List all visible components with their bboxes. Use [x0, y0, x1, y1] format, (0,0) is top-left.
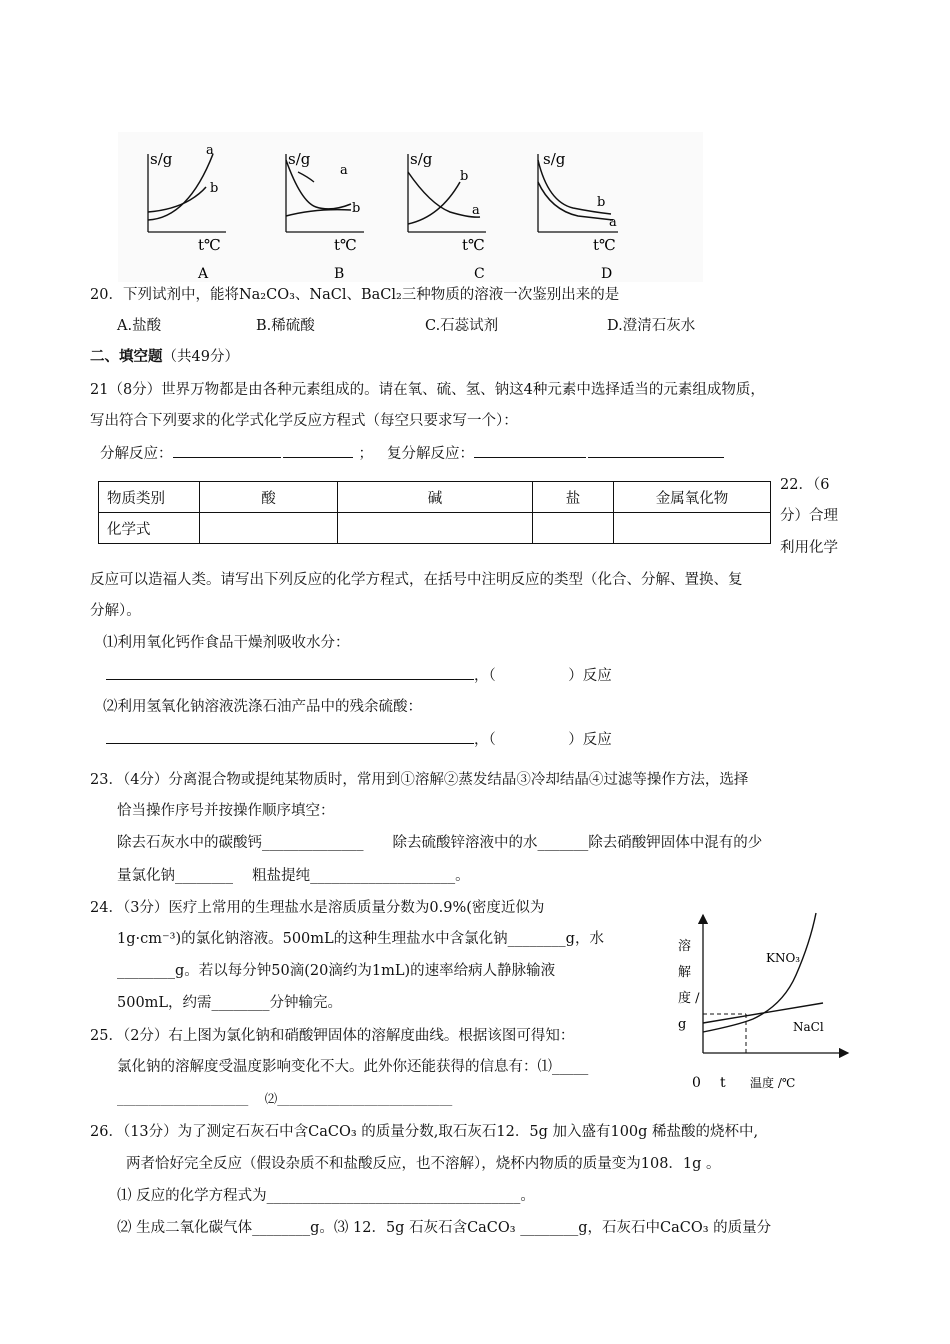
q20-option-d: D.澄清石灰水 [607, 318, 696, 334]
table-row-label: 化学式 [99, 513, 200, 544]
q24-line4: 500mL，约需________分钟输完。 [117, 995, 343, 1011]
axis-label: s/g [150, 150, 173, 168]
section-title: 二、填空题 [90, 348, 163, 365]
q23-line1: 23．（4分）分离混合物或提纯某物质时，常用到①溶解②蒸发结晶③冷却结晶④过滤等操作方法，选择 [90, 772, 749, 788]
curve-label: a [472, 203, 480, 218]
equation-blank[interactable] [106, 729, 474, 744]
q26-item2: ⑵ 生成二氧化碳气体________g。⑶ 12．5g 石灰石含CaCO₃ ________g，石灰石中CaCO₃ 的质量分 [117, 1220, 772, 1236]
table-answer-cell[interactable] [614, 513, 771, 544]
q21-answer-line [100, 443, 724, 464]
double-decomposition-blank-1[interactable] [474, 443, 586, 458]
q23-line3: 除去石灰水中的碳酸钙______________ 除去硫酸锌溶液中的水_______除去硝酸钾固体中混有的少 [117, 835, 763, 851]
double-decomposition-blank-2[interactable] [588, 443, 724, 458]
section-note: （共49分） [162, 349, 239, 365]
reaction-type-tail: ，（ ）反应 [474, 668, 612, 684]
table-header-cell: 碱 [338, 482, 533, 513]
panel-label: D [601, 266, 613, 282]
q25-line1: 25．（2分）右上图为氯化钠和硝酸钾固体的溶解度曲线。根据该图可得知： [90, 1028, 575, 1044]
curve-label: b [352, 201, 361, 216]
q26-item1: ⑴ 反应的化学方程式为___________________________________。 [117, 1188, 535, 1204]
q25-line2: 氯化钠的溶解度受温度影响变化不大。此外你还能获得的信息有：⑴_____ [117, 1059, 589, 1075]
q22-side-3: 利用化学 [780, 540, 838, 556]
substance-category-table [98, 481, 771, 544]
panel-label: A [198, 266, 209, 282]
origin-label: 0 [692, 1075, 701, 1091]
kno3-label: KNO₃ [766, 951, 801, 965]
q22-line2: 分解）。 [90, 603, 141, 619]
solubility-curve-chart [668, 905, 858, 1095]
q22-line1: 反应可以造福人类。请写出下列反应的化学方程式，在括号中注明反应的类型（化合、分解、置换、复 [90, 572, 743, 588]
axis-label: s/g [543, 150, 566, 168]
table-answer-cell[interactable] [338, 513, 533, 544]
table-row [99, 513, 771, 544]
curve-label: b [460, 169, 469, 184]
curve-label: a [206, 143, 214, 158]
double-decomposition-label: 复分解反应： [387, 446, 474, 462]
q20-option-c: C.石蕊试剂 [425, 318, 499, 334]
axis-label: s/g [288, 150, 311, 168]
reaction-type-tail: ，（ ）反应 [474, 732, 612, 748]
q26-line1: 26．（13分）为了测定石灰石中含CaCO₃ 的质量分数,取石灰石12．5g 加入盛有100g 稀盐酸的烧杯中, [90, 1124, 759, 1140]
curve-label: b [210, 181, 219, 196]
curve-label: b [597, 195, 606, 210]
decomposition-label: 分解反应： [100, 446, 173, 462]
table-answer-cell[interactable] [533, 513, 614, 544]
x-axis-label: 温度 /℃ [750, 1076, 796, 1090]
q20-option-b: B.稀硫酸 [256, 318, 315, 334]
q20-option-a: A.盐酸 [117, 318, 162, 334]
temp-label: t℃ [198, 236, 221, 254]
table-header-cell: 金属氧化物 [614, 482, 771, 513]
temp-label: t℃ [593, 236, 616, 254]
y-label-4: g [678, 1017, 687, 1032]
nacl-label: NaCl [793, 1020, 824, 1034]
q22-item1: ⑴利用氧化钙作食品干燥剂吸收水分： [103, 635, 350, 651]
q24-line3: ________g。若以每分钟50滴(20滴约为1mL)的速率给病人静脉输液 [117, 963, 556, 979]
panel-label: B [334, 266, 345, 282]
table-answer-cell[interactable] [200, 513, 338, 544]
section-heading [90, 347, 239, 367]
panel-label: C [474, 266, 485, 282]
curve-label: a [340, 163, 348, 178]
q23-line4: 量氯化钠________ 粗盐提纯____________________。 [117, 868, 470, 884]
q22-item2: ⑵利用氢氧化钠溶液洗涤石油产品中的残余硫酸： [103, 699, 422, 715]
q22-item2-answer [106, 729, 612, 750]
q22-item1-answer [106, 665, 612, 686]
y-label-1: 溶 [678, 939, 692, 954]
curve-label: a [609, 215, 617, 230]
q24-line1: 24．（3分）医疗上常用的生理盐水是溶质质量分数为0.9%(密度近似为 [90, 900, 545, 916]
q25-line3: _____________________ ⑵____________________________ [117, 1091, 453, 1106]
temp-label: t℃ [334, 236, 357, 254]
q23-line2: 恰当操作序号并按操作顺序填空： [117, 803, 335, 819]
decomposition-blank-2[interactable] [283, 443, 353, 458]
q21-line1: 21（8分）世界万物都是由各种元素组成的。请在氧、硫、氢、钠这4种元素中选择适当的元素组成物质， [90, 382, 765, 398]
table-header-cell: 酸 [200, 482, 338, 513]
y-label-2: 解 [678, 965, 692, 980]
separator: ； [358, 446, 373, 462]
table-header-cell: 盐 [533, 482, 614, 513]
solubility-graphs-figure [118, 132, 703, 282]
q22-side-1: 22．（6 [780, 477, 830, 493]
decomposition-blank-1[interactable] [173, 443, 281, 458]
axis-label: s/g [410, 150, 433, 168]
equation-blank[interactable] [106, 665, 474, 680]
temp-label: t℃ [462, 236, 485, 254]
q20-stem: 20．下列试剂中，能将Na₂CO₃、NaCl、BaCl₂三种物质的溶液一次鉴别出来的是 [90, 287, 620, 303]
q26-line2: 两者恰好完全反应（假设杂质不和盐酸反应，也不溶解），烧杯内物质的质量变为108．1g 。 [126, 1156, 721, 1172]
q24-line2: 1g·cm⁻³)的氯化钠溶液。500mL的这种生理盐水中含氯化钠________g，水 [117, 931, 604, 947]
t-label: t [720, 1075, 726, 1091]
table-header-row [99, 482, 771, 513]
q21-line2: 写出符合下列要求的化学式化学反应方程式（每空只要求写一个）： [90, 413, 518, 429]
table-header-cell: 物质类别 [99, 482, 200, 513]
y-label-3: 度 / [678, 991, 700, 1006]
q22-side-2: 分）合理 [780, 508, 838, 524]
